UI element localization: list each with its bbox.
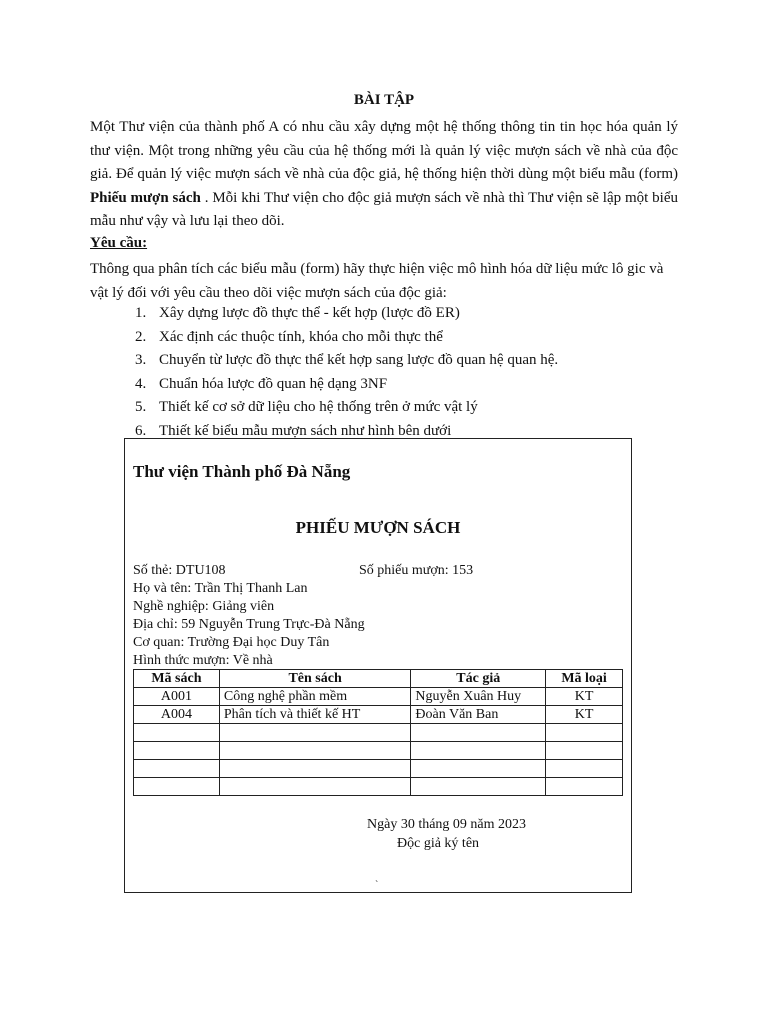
list-item-text: Xác định các thuộc tính, khóa cho mỗi thực thể (159, 328, 443, 345)
list-item-text: Thiết kế cơ sở dữ liệu cho hệ thống trên ở mức vật lý (159, 399, 478, 415)
page-title: BÀI TẬP (353, 92, 415, 108)
column-header: Tên sách (219, 670, 411, 688)
table-cell (411, 760, 546, 778)
table-cell: Nguyễn Xuân Huy (411, 688, 546, 706)
table-cell (411, 742, 546, 760)
list-item-text: Thiết kế biểu mẫu mượn sách như hình bên dưới (159, 422, 452, 439)
list-item-number: 2. (135, 328, 147, 345)
list-item-number: 4. (135, 375, 147, 392)
card-number: Số thẻ: DTU108 (133, 563, 226, 578)
list-item-text: Chuyển từ lược đồ thực thể kết hợp sang lược đồ quan hệ quan hệ. (159, 352, 559, 368)
table-row (134, 778, 623, 796)
table-row (134, 688, 623, 706)
list-item (135, 396, 558, 420)
table-cell: KT (546, 688, 623, 706)
form-title: PHIẾU MƯỢN SÁCH (295, 518, 461, 537)
table-cell (219, 760, 411, 778)
table-cell (546, 724, 623, 742)
borrower-org: Cơ quan: Trường Đại học Duy Tân (133, 635, 330, 650)
books-table (133, 669, 623, 796)
table-cell: KT (546, 706, 623, 724)
list-item (135, 373, 558, 397)
table-cell (134, 760, 220, 778)
table-cell (134, 742, 220, 760)
borrower-address: Địa chỉ: 59 Nguyễn Trung Trực-Đà Nẵng (133, 617, 365, 632)
table-row (134, 706, 623, 724)
table-cell: Công nghệ phần mềm (219, 688, 411, 706)
table-cell: Đoàn Văn Ban (411, 706, 546, 724)
intro-text-1: Một Thư viện của thành phố A có nhu cầu xây dựng một hệ thống thông tin tin học hóa quản lý thư viện. Một trong những yêu cầu của hệ thống mới là quản lý việc mượn sách về nhà của độc giả. Để quản lý việc mượn sách về nhà của độc giả, hệ thống hiện thời dùng một biểu mẫu (form) (90, 119, 678, 182)
borrower-job: Nghề nghiệp: Giảng viên (133, 599, 275, 614)
table-cell (219, 778, 411, 796)
requirements-text: Thông qua phân tích các biểu mẫu (form) hãy thực hiện việc mô hình hóa dữ liệu mức lô gic và vật lý đối với yêu cầu theo dõi việc mượn sách của độc giả: (90, 261, 664, 301)
list-item-number: 1. (135, 305, 147, 321)
intro-bold-form-name: Phiếu mượn sách (90, 189, 201, 206)
form-date: Ngày 30 tháng 09 năm 2023 (367, 817, 527, 832)
table-cell (219, 724, 411, 742)
stray-mark: ` (375, 880, 379, 891)
table-cell (546, 778, 623, 796)
borrower-name: Họ và tên: Trần Thị Thanh Lan (133, 581, 308, 596)
signature-label: Độc giả ký tên (397, 836, 480, 851)
requirements-heading: Yêu cầu: (90, 235, 148, 251)
requirements-list (135, 302, 558, 443)
list-item-number: 3. (135, 352, 147, 368)
intro-paragraph (90, 116, 678, 234)
column-header: Tác giả (411, 670, 546, 688)
table-row (134, 760, 623, 778)
list-item (135, 349, 558, 373)
list-item (135, 326, 558, 350)
borrow-type: Hình thức mượn: Về nhà (133, 653, 273, 668)
table-cell: A004 (134, 706, 220, 724)
table-cell: Phân tích và thiết kế HT (219, 706, 411, 724)
column-header: Mã sách (134, 670, 220, 688)
table-cell (546, 742, 623, 760)
table-cell: A001 (134, 688, 220, 706)
table-cell (134, 724, 220, 742)
library-name: Thư viện Thành phố Đà Nẵng (133, 462, 351, 481)
column-header: Mã loại (546, 670, 623, 688)
table-cell (546, 760, 623, 778)
list-item-number: 5. (135, 399, 147, 415)
slip-number: Số phiếu mượn: 153 (359, 563, 474, 578)
table-cell (411, 724, 546, 742)
list-item-text: Chuẩn hóa lược đồ quan hệ dạng 3NF (159, 375, 388, 392)
table-header-row (134, 670, 623, 688)
list-item-text: Xây dựng lược đồ thực thể - kết hợp (lược đồ ER) (159, 305, 460, 321)
table-row (134, 742, 623, 760)
list-item (135, 302, 558, 326)
table-cell (411, 778, 546, 796)
table-row (134, 724, 623, 742)
table-cell (134, 778, 220, 796)
intro-text-2: . Mỗi khi Thư viện cho độc giả mượn sách về nhà thì Thư viện sẽ lập một biểu mẫu như vậy và lưu lại theo dõi. (90, 189, 678, 229)
table-cell (219, 742, 411, 760)
list-item-number: 6. (135, 422, 147, 439)
